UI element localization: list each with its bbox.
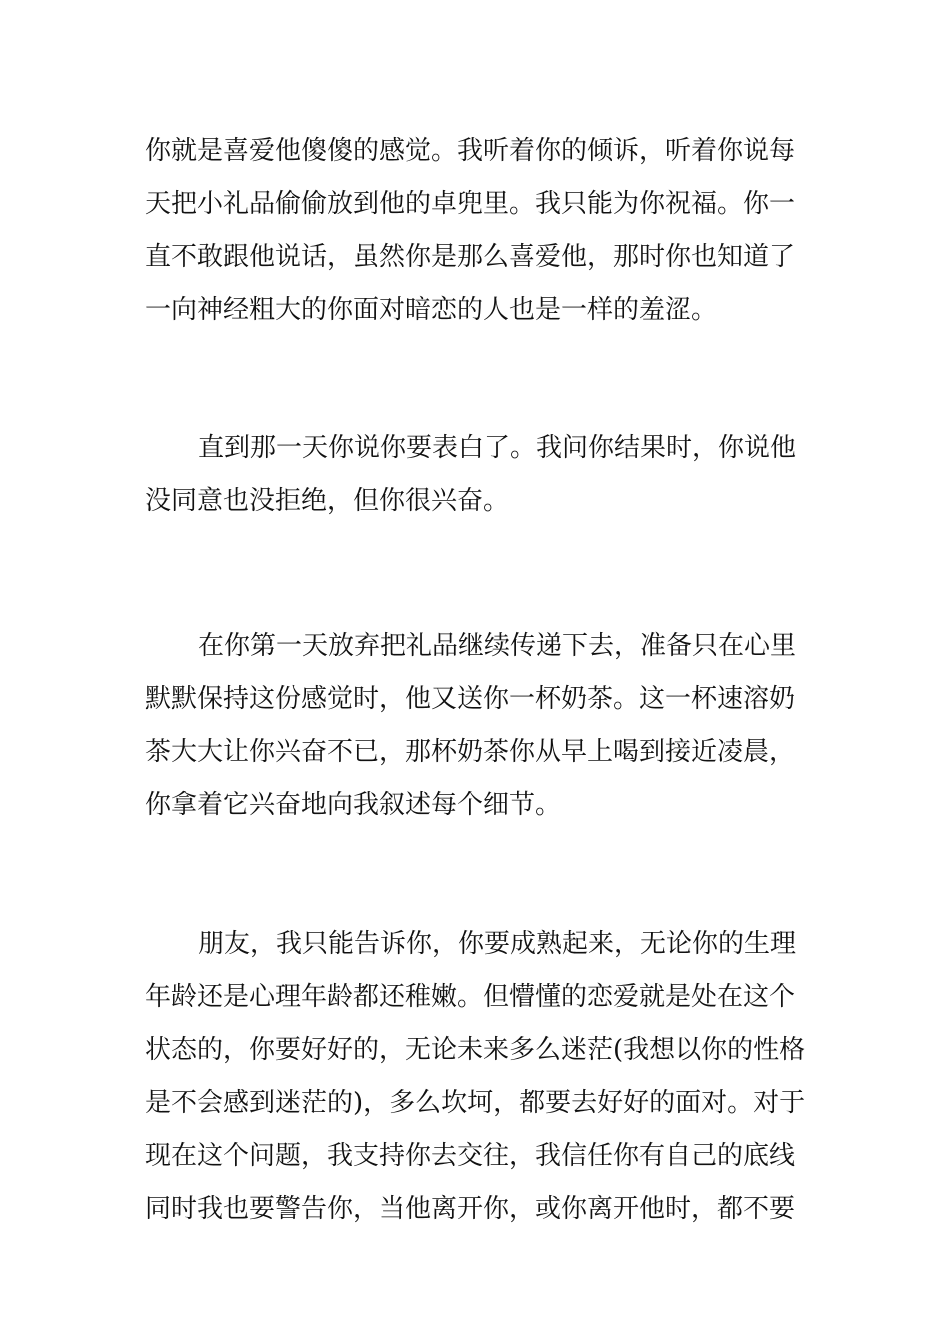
text-line: 你就是喜爱他傻傻的感觉。我听着你的倾诉，听着你说每 [145, 136, 796, 166]
text-line-indented: 在你第一天放弃把礼品继续传递下去，准备只在心里 [198, 631, 797, 661]
text-line: 天把小礼品偷偷放到他的卓兜里。我只能为你祝福。你一 [145, 189, 796, 219]
paragraph-1 [145, 125, 815, 337]
text-line-indented: 直到那一天你说你要表白了。我问你结果时，你说他 [198, 433, 797, 463]
text-line: 同时我也要警告你，当他离开你，或你离开他时，都不要 [145, 1194, 796, 1224]
text-line: 年龄还是心理年龄都还稚嫩。但懵懂的恋爱就是处在这个 [145, 982, 796, 1012]
text-line: 状态的，你要好好的，无论未来多么迷茫(我想以你的性格 [145, 1035, 806, 1065]
text-line: 茶大大让你兴奋不已，那杯奶茶你从早上喝到接近凌晨， [145, 737, 796, 767]
text-line: 你拿着它兴奋地向我叙述每个细节。 [145, 790, 562, 820]
text-line-indented: 朋友，我只能告诉你，你要成熟起来，无论你的生理 [198, 929, 797, 959]
paragraph-3 [145, 620, 815, 832]
text-line: 没同意也没拒绝，但你很兴奋。 [145, 486, 510, 516]
paragraph-2 [145, 422, 815, 528]
text-line: 是不会感到迷茫的)，多么坎坷，都要去好好的面对。对于 [145, 1088, 806, 1118]
text-line: 一向神经粗大的你面对暗恋的人也是一样的羞涩。 [145, 295, 718, 325]
text-line: 直不敢跟他说话，虽然你是那么喜爱他，那时你也知道了 [145, 242, 796, 272]
text-line: 默默保持这份感觉时，他又送你一杯奶茶。这一杯速溶奶 [145, 684, 796, 714]
paragraph-4 [145, 918, 815, 1236]
text-line: 现在这个问题，我支持你去交往，我信任你有自己的底线 [145, 1141, 796, 1171]
